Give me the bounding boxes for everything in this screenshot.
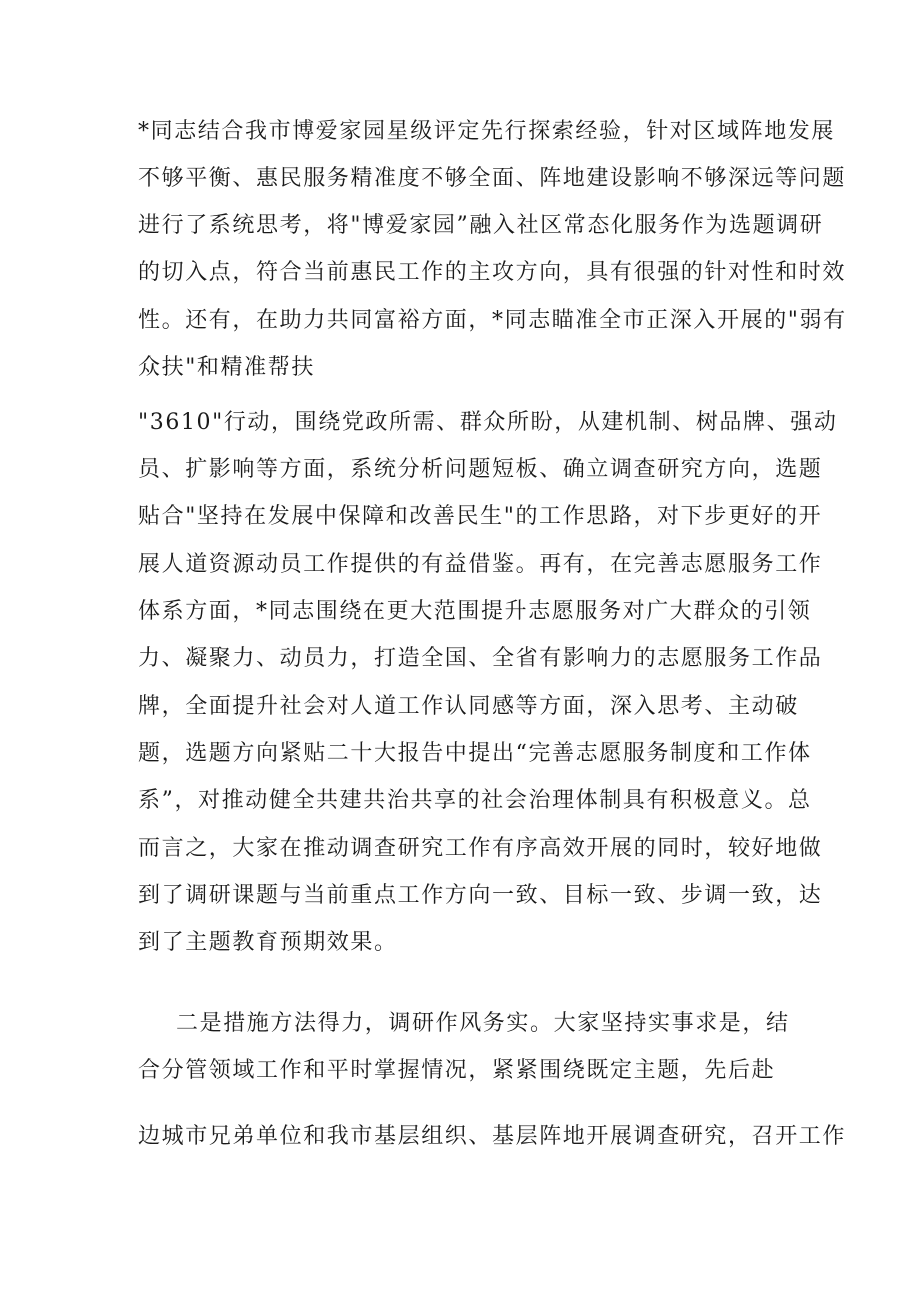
text-line-15: 系”，对推动健全共建共治共享的社会治理体制具有积极意义。总 (138, 788, 812, 813)
text-line-11: 体系方面，*同志围绕在更大范围提升志愿服务对广大群众的引领 (138, 599, 812, 624)
text-line-18: 到了主题教育预期效果。 (138, 930, 398, 955)
text-line-10: 展人道资源动员工作提供的有益借鉴。再有，在完善志愿服务工作 (138, 552, 823, 577)
text-line-20: 合分管领域工作和平时掌握情况，紧紧围绕既定主题，先后赴 (138, 1058, 776, 1083)
text-line-5: 性。还有，在助力共同富裕方面，*同志瞄准全市正深入开展的"弱有 (138, 308, 847, 333)
text-line-13: 牌，全面提升社会对人道工作认同感等方面，深入思考、主动破 (138, 694, 799, 719)
text-line-4: 的切入点，符合当前惠民工作的主攻方向，具有很强的针对性和时效 (138, 260, 847, 285)
text-line-17: 到了调研课题与当前重点工作方向一致、目标一致、步调一致，达 (138, 883, 823, 908)
text-line-6: 众扶"和精准帮扶 (138, 355, 315, 380)
text-line-1: *同志结合我市博爱家园星级评定先行探索经验，针对区域阵地发展 (138, 119, 836, 144)
text-line-3: 进行了系统思考，将"博爱家园”融入社区常态化服务作为选题调研 (138, 213, 824, 238)
text-line-2: 不够平衡、惠民服务精准度不够全面、阵地建设影响不够深远等问题 (138, 166, 847, 191)
text-line-8: 员、扩影响等方面，系统分析问题短板、确立调查研究方向，选题 (138, 457, 823, 482)
text-line-12: 力、凝聚力、动员力，打造全国、全省有影响力的志愿服务工作品 (138, 646, 823, 671)
text-line-16: 而言之，大家在推动调查研究工作有序高效开展的同时，较好地做 (138, 836, 823, 861)
text-line-7: "3610"行动，围绕党政所需、群众所盼，从建机制、树品牌、强动 (138, 410, 838, 435)
text-line-21: 边城市兄弟单位和我市基层组织、基层阵地开展调查研究，召开工作 (138, 1124, 847, 1149)
text-line-9: 贴合"坚持在发展中保障和改善民生"的工作思路，对下步更好的开 (138, 504, 823, 529)
text-line-19: 二是措施方法得力，调研作风务实。大家坚持实事求是，结 (176, 1011, 790, 1036)
text-line-14: 题，选题方向紧贴二十大报告中提出“完善志愿服务制度和工作体 (138, 741, 812, 766)
